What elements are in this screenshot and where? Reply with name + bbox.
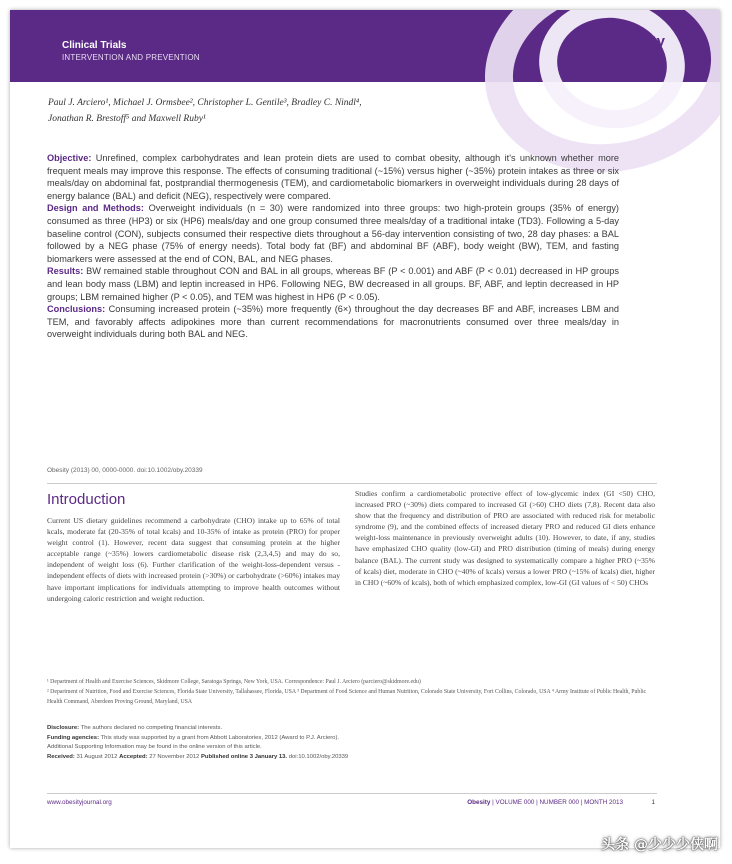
- accepted-label: Accepted:: [119, 753, 148, 760]
- objective-label: Objective:: [47, 153, 92, 163]
- published-doi: doi:10.1002/oby.20339: [288, 753, 349, 760]
- abstract-conclusions: [47, 303, 619, 341]
- intro-right-column: [355, 488, 655, 588]
- received-label: Received:: [47, 753, 75, 760]
- affiliations: [47, 677, 657, 708]
- footer-journal-info: [467, 799, 623, 806]
- abstract-methods: [47, 202, 619, 265]
- received-date: 31 August 2012: [76, 753, 118, 760]
- objective-text: Unrefined, complex carbohydrates and lean protein diets are used to combat obesity, although it's unknown whether more frequent meals may improve this response. The effects of consuming traditional (~15%) versus higher (~35%) protein intakes as three or six meals/day on abdominal fat, postprandial thermogenesis (TEM), and cardiometabolic biomarkers in overweight individuals during 28 days of energy balance (BAL) and deficit (NEG), respectively were compared.: [47, 153, 619, 201]
- methods-text: Overweight individuals (n = 30) were randomized into three groups: two high-protein groups (35% of energy) consumed as three (HP3) or six (HP6) meals/day and one group consumed three meals/day of a traditional intake (TD3). Following a 5-day baseline control (CON), subjects consumed their respective diets throughout a 56-day intervention consisting of two, 28 day phases: a BAL followed by a NEG phase (75% of energy needs). Total body fat (BF) and abdominal BF (ABF), body weight (BW), TEM, and fasting biomarkers were assessed at the end of CON, BAL, and NEG phases.: [47, 203, 619, 264]
- affiliation-line: ¹ Department of Health and Exercise Sciences, Skidmore College, Saratoga Springs, New York, USA. Correspondence: Paul J. Arciero (parciero@skidmore.edu): [47, 679, 421, 685]
- abstract-objective: [47, 152, 619, 202]
- journal-url[interactable]: www.obesityjournal.org: [47, 799, 112, 806]
- funding-text: This study was supported by a grant from Abbott Laboratories, 2012 (Award to P.J. Arciero).: [100, 734, 340, 741]
- footer-journal-name: Obesity: [467, 799, 491, 806]
- divider: [47, 483, 657, 484]
- watermark: 头条 @少少少侠啊: [601, 837, 718, 853]
- methods-label: Design and Methods:: [47, 203, 144, 214]
- journal-brand: Obesity: [609, 33, 665, 50]
- accepted-date: 27 November 2012: [149, 753, 200, 760]
- conclusions-text: Consuming increased protein (~35%) more frequently (6×) throughout the day decreases BF and ABF, increases LBM and TEM, and favorably affects adipokines more than current recommendations for macronutrients consumed over three meals/day in overweight individuals during both BAL and NEG.: [47, 304, 619, 340]
- dates-note: [47, 753, 657, 763]
- disclosure-note: [47, 724, 657, 734]
- author-line: Paul J. Arciero¹, Michael J. Ormsbee², Christopher L. Gentile³, Bradley C. Nindl⁴,: [48, 98, 362, 108]
- section-label: Clinical Trials: [62, 40, 127, 51]
- intro-paragraph: Studies confirm a cardiometabolic protective effect of low-glycemic index (GI <50) CHO, increased PRO (~30%) diets compared to increased GI (>60) CHO diets (7,8). Recent data also show that the frequency and distribution of PRO are associated with reduced risk for metabolic syndrome (9), and the combined effects of increased dietary PRO and reduced GI diets enhance weight-loss maintenance in previously overweight adults (10). However, to date, if any, studies have emphasized CHO quality (low-GI) and PRO distribution (timing of meals) during energy balance (BAL). The current study was designed to systematically compare a higher PRO (~35% of kcals) diet, moderate in CHO (~40% of kcals) versus a lower PRO (~15% of kcals) diet, higher in CHO (~60% of kcals), both of which emphasized complex, low-GI (GI values of < 50) CHOs: [355, 489, 655, 587]
- published-label: Published online 3 January 13.: [200, 753, 288, 760]
- funding-label: Funding agencies:: [47, 734, 100, 741]
- additional-note: Additional Supporting Information may be found in the online version of this article.: [47, 744, 262, 751]
- abstract-results: [47, 265, 619, 303]
- footer-volume: | VOLUME 000 | NUMBER 000 | MONTH 2013: [492, 799, 623, 806]
- intro-paragraph: Current US dietary guidelines recommend a carbohydrate (CHO) intake up to 65% of total kcals, moderate fat (20-35% of total kcals) and 10-35% of intake as protein (PRO) for proper weight control (1). However, recent data suggest that consuming protein at the higher acceptable range (~35%) lowers cardiometabolic disease risk (2,3,4,5) and may do so, independent of weight loss (6). Further clarification of the weight-loss-dependent versus -independent effects of diets with increased protein (>30%) or carbohydrate (>60%) intakes may have important implications for individuals attempting to improve health outcomes without undergoing caloric restriction and weight reduction.: [47, 516, 340, 603]
- footer-divider: [47, 793, 657, 794]
- author-line: Jonathan R. Brestoff⁵ and Maxwell Ruby¹: [48, 114, 206, 124]
- citation-line: Obesity (2013) 00, 0000-0000. doi:10.1002/oby.20339: [47, 467, 203, 474]
- subsection-label: INTERVENTION AND PREVENTION: [62, 53, 200, 62]
- intro-left-column: [47, 515, 340, 604]
- abstract: [47, 152, 619, 341]
- author-list: [48, 95, 668, 127]
- disclosure-text: The authors declared no competing financial interests.: [80, 725, 223, 731]
- conclusions-label: Conclusions:: [47, 304, 106, 315]
- disclosure-label: Disclosure:: [47, 725, 80, 731]
- results-label: Results:: [47, 266, 84, 277]
- affiliation-line: ² Department of Nutrition, Food and Exercise Sciences, Florida State University, Tallahassee, Florida, USA ³ Department of Food Science and Human Nutrition, Colorado State University, Fort Collins, Colorado, USA ⁴ Army Institute of Public Health, Public Health Command, Aberdeen Proving Ground, Maryland, USA: [47, 689, 647, 706]
- page-number: 1: [651, 799, 655, 806]
- results-text: BW remained stable throughout CON and BAL in all groups, whereas BF (P < 0.001) and ABF (P < 0.01) decreased in HP groups and lean body mass (LBM) and leptin increased in HP6. Following NEG, BW decreased in all groups. BF, ABF, and leptin decreased in HP groups; LBM remained higher (P < 0.05), and TEM was highest in HP6 (P < 0.05).: [47, 266, 619, 302]
- section-heading: Introduction: [47, 491, 126, 508]
- journal-page: [10, 10, 720, 848]
- article-notes: [47, 724, 657, 762]
- funding-note: [47, 734, 657, 744]
